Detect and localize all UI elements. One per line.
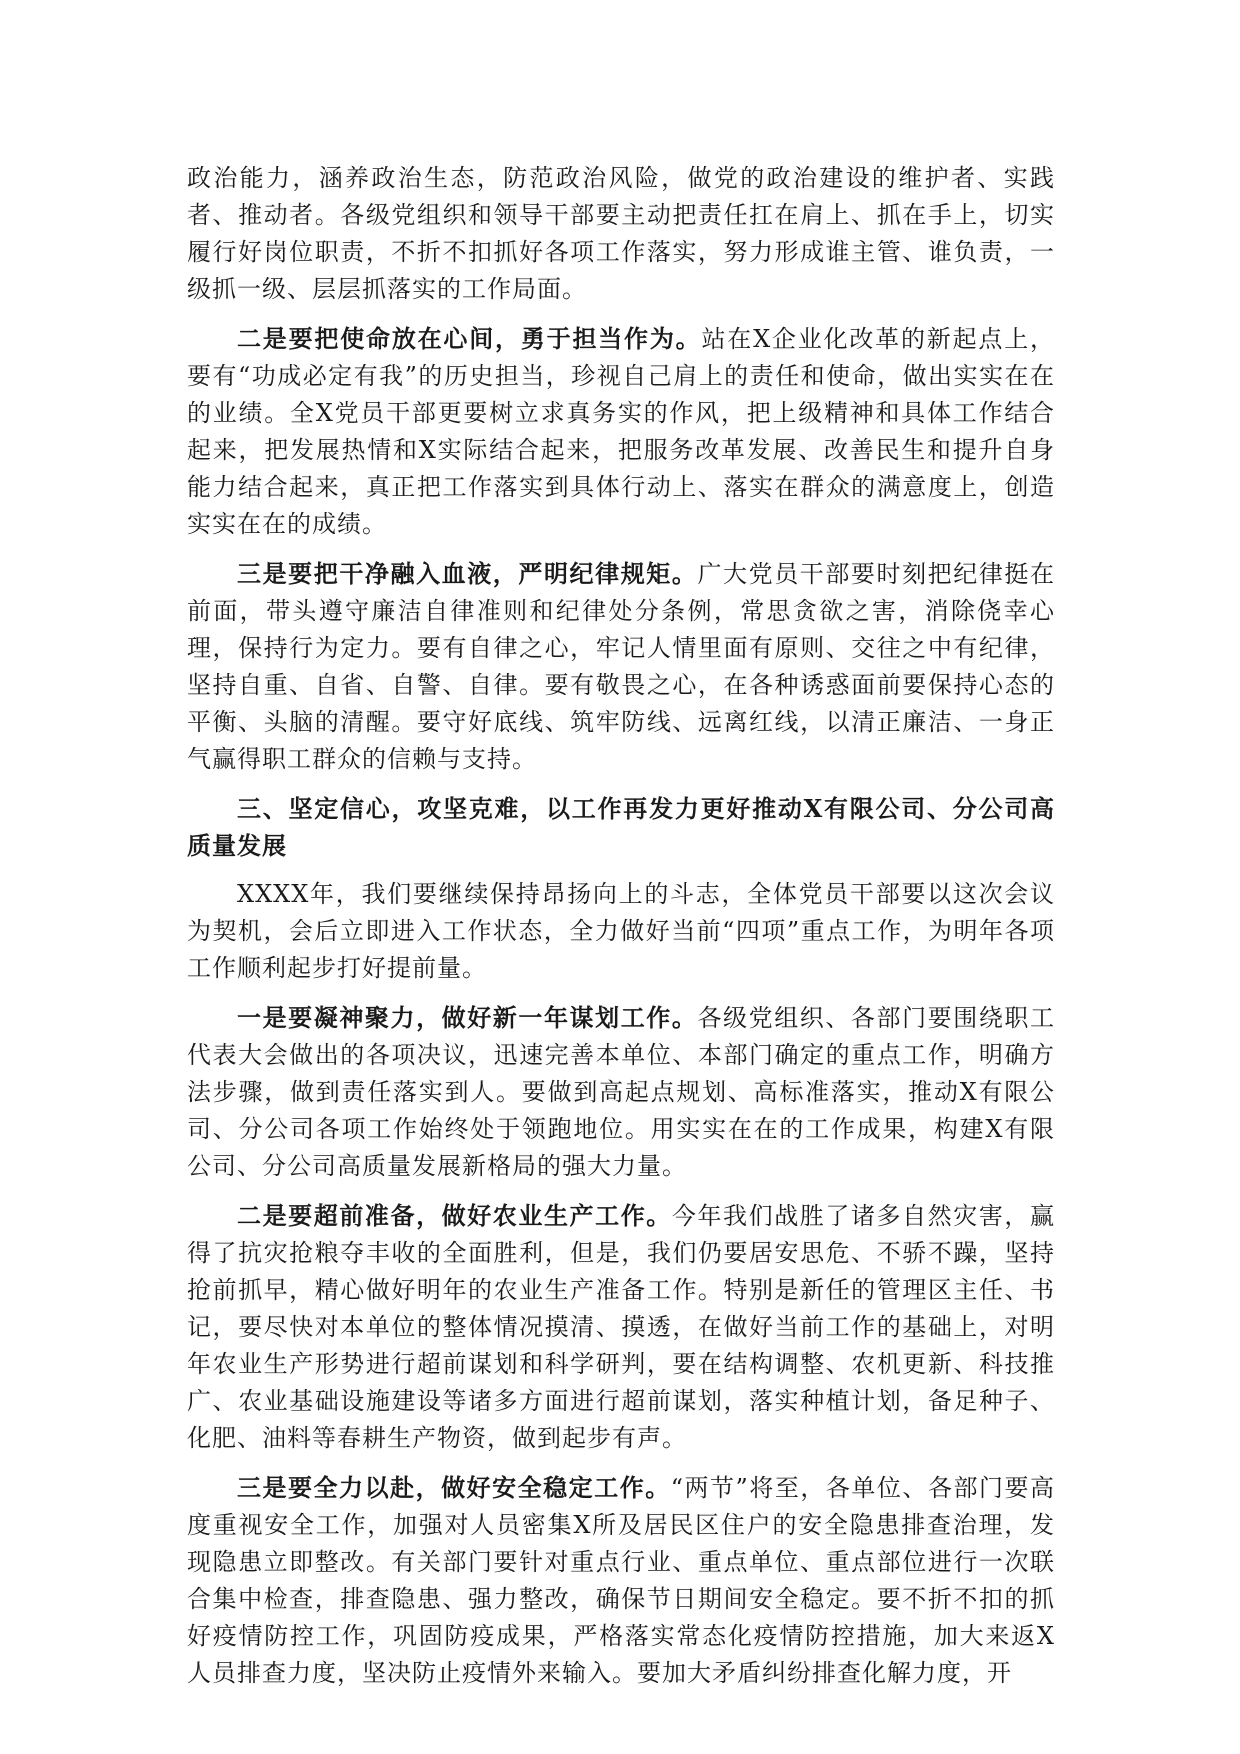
- paragraph-text: 广大党员干部要时刻把纪律挺在前面，带头遵守廉洁自律准则和纪律处分条例，常思贪欲之害，消除侥幸心理，保持行为定力。要有自律之心，牢记人情里面有原则、交往之中有纪律，坚持自重、自省、自警、自律。要有敬畏之心，在各种诱惑面前要保持心态的平衡、头脑的清醒。要守好底线、筑牢防线、远离红线，以清正廉洁、一身正气赢得职工群众的信赖与支持。: [187, 560, 1056, 773]
- paragraph-text: 各级党组织、各部门要围绕职工代表大会做出的各项决议，迅速完善本单位、本部门确定的重点工作，明确方法步骤，做到责任落实到人。要做到高起点规划、高标准落实，推动X有限公司、分公司各项工作始终处于领跑地位。用实实在在的工作成果，构建X有限公司、分公司高质量发展新格局的强大力量。: [187, 1004, 1056, 1180]
- paragraph-text: 政治能力，涵养政治生态，防范政治风险，做党的政治建设的维护者、实践者、推动者。各级党组织和领导干部要主动把责任扛在肩上、抓在手上，切实履行好岗位职责，不折不扣抓好各项工作落实，努力形成谁主管、谁负责，一级抓一级、层层抓落实的工作局面。: [187, 164, 1055, 303]
- paragraph-text: “两节”将至，各单位、各部门要高度重视安全工作，加强对人员密集X所及居民区住户的安全隐患排查治理，发现隐患立即整改。有关部门要针对重点行业、重点单位、重点部位进行一次联合集中检查，排查隐患、强力整改，确保节日期间安全稳定。要不折不扣的抓好疫情防控工作，巩固防疫成果，严格落实常态化疫情防控措施，加大来返X人员排查力度，坚决防止疫情外来输入。要加大矛盾纠纷排查化解力度，开: [187, 1474, 1056, 1687]
- section-heading: 三、坚定信心，攻坚克难，以工作再发力更好推动X有限公司、分公司高质量发展: [187, 794, 1055, 860]
- paragraph-safety: [187, 1469, 1055, 1692]
- paragraph-lead: 三是要把干净融入血液，严明纪律规矩。: [237, 559, 698, 588]
- paragraph-lead: 三是要全力以赴，做好安全稳定工作。: [237, 1473, 671, 1502]
- paragraph-agriculture: [187, 1197, 1055, 1457]
- paragraph-text: 今年我们战胜了诸多自然灾害，赢得了抗灾抢粮夺丰收的全面胜利，但是，我们仍要居安思危、不骄不躁，坚持抢前抓早，精心做好明年的农业生产准备工作。特别是新任的管理区主任、书记，要尽快对本单位的整体情况摸清、摸透，在做好当前工作的基础上，对明年农业生产形势进行超前谋划和科学研判，要在结构调整、农机更新、科技推广、农业基础设施建设等诸多方面进行超前谋划，落实种植计划，备足种子、化肥、油料等春耕生产物资，做到起步有声。: [187, 1202, 1056, 1452]
- paragraph-lead: 二是要超前准备，做好农业生产工作。: [237, 1201, 672, 1230]
- paragraph-lead: 一是要凝神聚力，做好新一年谋划工作。: [237, 1003, 698, 1032]
- paragraph-lead: 二是要把使命放在心间，勇于担当作为。: [237, 324, 702, 353]
- paragraph-intro: [187, 876, 1055, 987]
- paragraph-mission: [187, 320, 1055, 543]
- paragraph-continuation: [187, 160, 1055, 308]
- paragraph-text: XXXX年，我们要继续保持昂扬向上的斗志，全体党员干部要以这次会议为契机，会后立即进入工作状态，全力做好当前“四项”重点工作，为明年各项工作顺利起步打好提前量。: [187, 880, 1055, 982]
- paragraph-planning: [187, 999, 1055, 1185]
- paragraph-text: 站在X企业化改革的新起点上，要有“功成必定有我”的历史担当，珍视自己肩上的责任和使命，做出实实在在的业绩。全X党员干部更要树立求真务实的作风，把上级精神和具体工作结合起来，把发展热情和X实际结合起来，把服务改革发展、改善民生和提升自身能力结合起来，真正把工作落实到具体行动上、落实在群众的满意度上，创造实实在在的成绩。: [187, 325, 1055, 538]
- document-body: [187, 160, 1055, 1704]
- paragraph-discipline: [187, 555, 1055, 778]
